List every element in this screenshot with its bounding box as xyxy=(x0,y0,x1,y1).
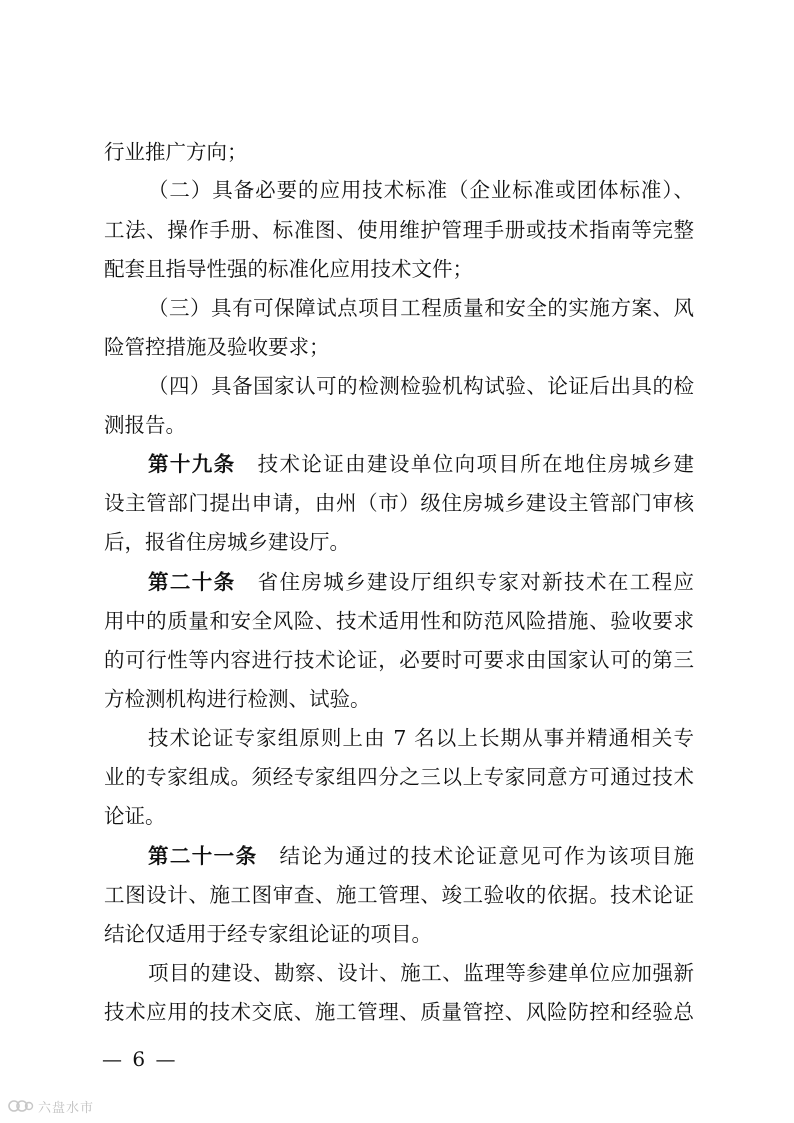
paragraph-line: 后，报省住房城乡建设厅。 xyxy=(104,530,350,554)
paragraph-line: （三）具有可保障试点项目工程质量和安全的实施方案、风 xyxy=(148,296,694,320)
paragraph-line: 测报告。 xyxy=(104,413,186,437)
paragraph-line: 技术论证专家组原则上由 7 名以上长期从事并精通相关专 xyxy=(148,726,694,750)
paragraph-line: 工图设计、施工图审查、施工管理、竣工验收的依据。技术论证 xyxy=(104,883,694,907)
paragraph-line: 的可行性等内容进行技术论证，必要时可要求由国家认可的第三 xyxy=(104,648,694,672)
watermark-text: 六盘水市 xyxy=(38,1100,95,1116)
paragraph-line: 业的专家组成。须经专家组四分之三以上专家同意方可通过技术 xyxy=(104,765,694,789)
article-20-first-line xyxy=(148,563,694,601)
paragraph-line: 用中的质量和安全风险、技术适用性和防范风险措施、验收要求 xyxy=(104,609,694,633)
article-20-label: 第二十条 xyxy=(148,570,236,594)
paragraph-line: 行业推广方向； xyxy=(104,140,248,164)
paragraph-line: 技术应用的技术交底、施工管理、质量管控、风险防控和经验总 xyxy=(104,1000,694,1024)
article-19-label: 第十九条 xyxy=(148,452,236,476)
watermark xyxy=(8,1096,94,1116)
paragraph-text: 技术论证由建设单位向项目所在地住房城乡建 xyxy=(257,452,694,476)
paragraph-line: 险管控措施及验收要求； xyxy=(104,335,330,359)
paragraph-line: 方检测机构进行检测、试验。 xyxy=(104,687,371,711)
paragraph-line: （二）具备必要的应用技术标准（企业标准或团体标准）、 xyxy=(148,178,694,202)
paragraph-line: 项目的建设、勘察、设计、施工、监理等参建单位应加强新 xyxy=(148,961,694,985)
article-19-first-line xyxy=(148,445,694,483)
paragraph-line: 工法、操作手册、标准图、使用维护管理手册或技术指南等完整 xyxy=(104,218,694,242)
circle-logo-icon xyxy=(8,1097,34,1115)
page-number: — 6 — xyxy=(102,1047,178,1071)
paragraph-line: 结论仅适用于经专家组论证的项目。 xyxy=(104,922,432,946)
paragraph-text: 结论为通过的技术论证意见可作为该项目施 xyxy=(279,844,694,868)
article-21-label: 第二十一条 xyxy=(148,844,258,868)
paragraph-line: 设主管部门提出申请，由州（市）级住房城乡建设主管部门审核 xyxy=(104,491,694,515)
article-21-first-line xyxy=(148,837,694,875)
paragraph-line: 配套且指导性强的标准化应用技术文件； xyxy=(104,257,473,281)
paragraph-line: （四）具备国家认可的检测检验机构试验、论证后出具的检 xyxy=(148,374,694,398)
paragraph-text: 省住房城乡建设厅组织专家对新技术在工程应 xyxy=(257,570,694,594)
paragraph-line: 论证。 xyxy=(104,804,166,828)
